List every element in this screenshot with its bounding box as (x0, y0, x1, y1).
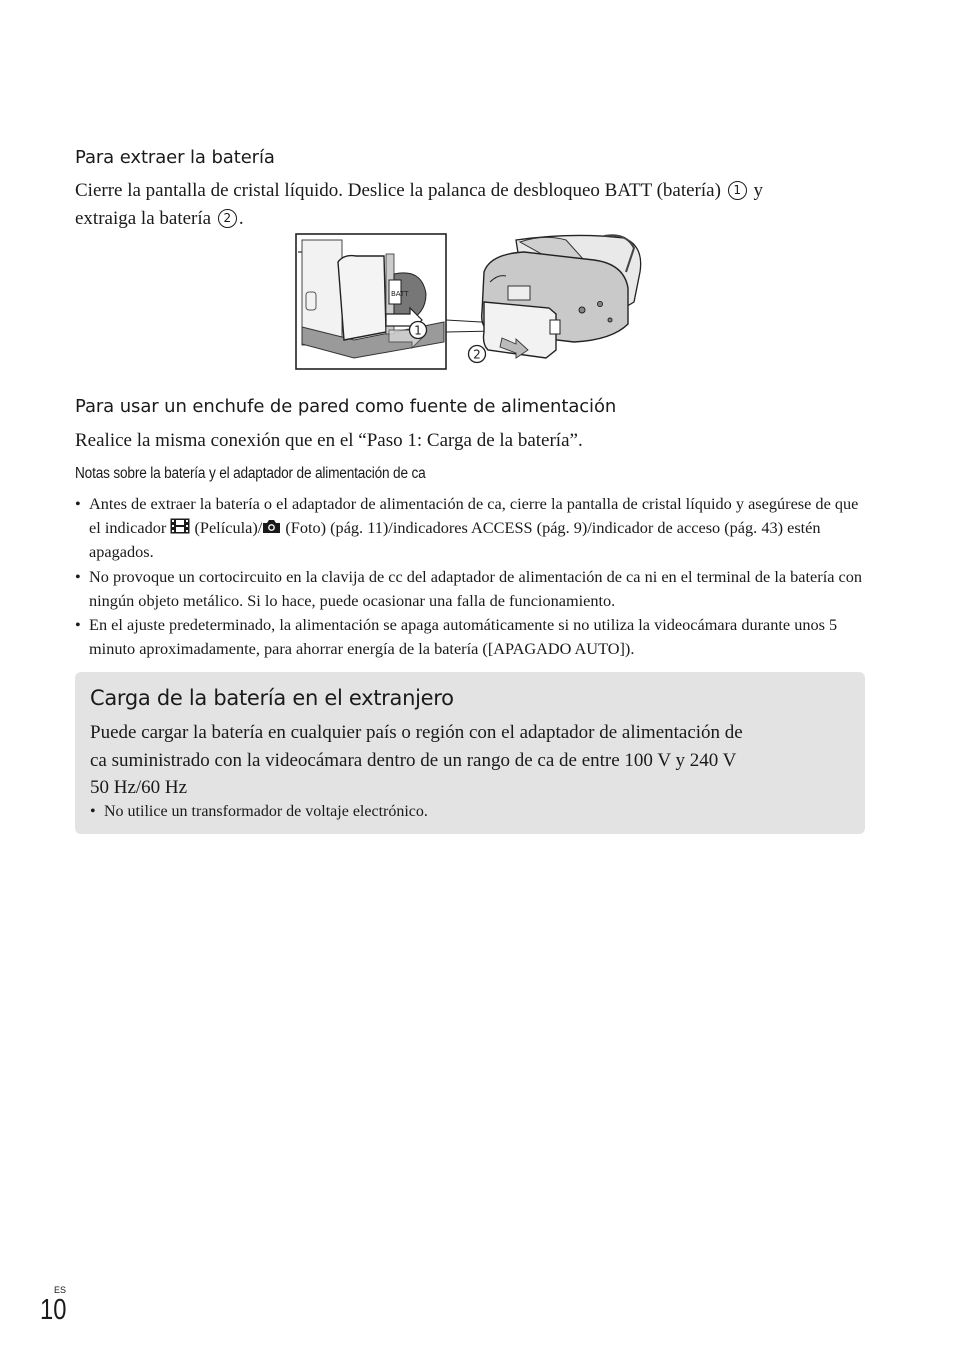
movie-icon (170, 518, 190, 534)
page-number: 10 (40, 1294, 67, 1326)
wall-outlet-text: Realice la misma conexión que en el “Paso 1: Carga de la batería”. (75, 430, 583, 451)
camera-icon (262, 519, 281, 534)
list-item: • No provoque un cortocircuito en la clavija de cc del adaptador de alimentación de ca ni en el terminal de la batería con ningún objeto metálico. Si lo hace, puede ocasionar una falla de funcionamiento. (75, 565, 865, 613)
step-marker-2: 2 (218, 209, 237, 228)
instr-text-c: extraiga la batería (75, 208, 212, 229)
instr-text-a: Cierre la pantalla de cristal líquido. Deslice la palanca de desbloqueo BATT (batería) (75, 180, 721, 201)
svg-text:1: 1 (414, 323, 422, 338)
list-item: • Antes de extraer la batería o el adaptador de alimentación de ca, cierre la pantalla de cristal líquido y asegúrese de que el indicador (Película)/ (Foto) (pág. 11)/indicadores ACCESS (pág. 9)/indicador de acceso (pág. 43) estén apagados. (75, 492, 865, 565)
battery-removal-illustration (294, 232, 649, 374)
remove-battery-instructions (75, 177, 865, 233)
section-heading-remove-battery: Para extraer la batería (75, 147, 275, 168)
section-heading-wall-outlet: Para usar un enchufe de pared como fuente de alimentación (75, 396, 617, 417)
abroad-charging-box (75, 672, 865, 834)
callout-2 (469, 346, 486, 363)
language-code: ES (54, 1285, 67, 1295)
box-body: Puede cargar la batería en cualquier país o región con el adaptador de alimentación de ca suministrado con la videocámara dentro de un rango de ca de entre 100 V y 240 V 50 Hz/60 Hz (90, 722, 743, 798)
instr-text-d: . (238, 208, 244, 229)
list-item: • En el ajuste predeterminado, la alimentación se apaga automáticamente si no utiliza la videocámara durante unos 5 minuto aproximadamente, para ahorrar energía de la batería ([APAGADO AUTO]). (75, 613, 865, 661)
box-title: Carga de la batería en el extranjero (90, 686, 454, 710)
svg-text:2: 2 (473, 347, 481, 362)
box-bullet: • No utilice un transformador de voltaje electrónico. (90, 803, 428, 821)
notes-list (75, 492, 865, 661)
callout-1 (410, 322, 427, 339)
notes-title: Notas sobre la batería y el adaptador de alimentación de ca (75, 465, 426, 482)
latch-label: BATT (391, 290, 409, 298)
latch-detail-inset (296, 234, 446, 369)
instr-text-b: y (753, 180, 763, 201)
camcorder-drawing (482, 235, 641, 358)
step-marker-1: 1 (728, 181, 747, 200)
